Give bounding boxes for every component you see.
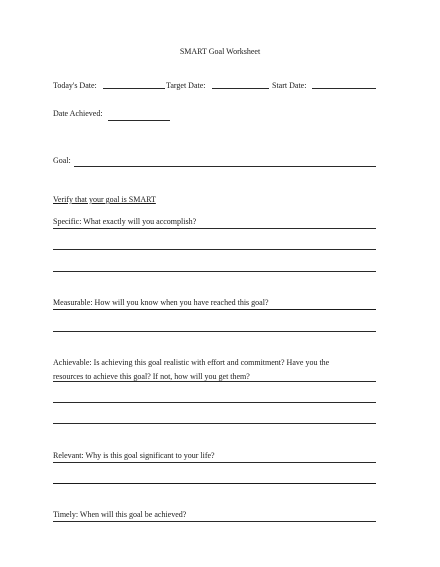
todays-date-label: Today's Date:: [53, 81, 97, 90]
date-achieved-field[interactable]: [108, 120, 170, 121]
specific-answer-line-1[interactable]: [53, 228, 376, 229]
achievable-prompt-line-1: Achievable: Is achieving this goal realistic with effort and commitment? Have you the: [53, 358, 330, 367]
goal-field[interactable]: [74, 166, 376, 167]
start-date-field[interactable]: [312, 88, 376, 89]
page-title: SMART Goal Worksheet: [179, 47, 261, 56]
measurable-prompt: Measurable: How will you know when you have reached this goal?: [53, 298, 269, 307]
relevant-prompt: Relevant: Why is this goal significant to your life?: [53, 451, 215, 460]
measurable-answer-line-1[interactable]: [53, 309, 376, 310]
relevant-answer-line-2[interactable]: [53, 483, 376, 484]
relevant-answer-line-1[interactable]: [53, 462, 376, 463]
specific-answer-line-2[interactable]: [53, 249, 376, 250]
goal-label: Goal:: [53, 156, 71, 165]
verify-heading: Verify that your goal is SMART: [53, 195, 156, 204]
timely-answer-line-1[interactable]: [53, 521, 376, 522]
achievable-prompt-line-2: resources to achieve this goal? If not, how will you get them?: [53, 372, 250, 381]
date-achieved-label: Date Achieved:: [53, 109, 103, 118]
achievable-answer-line-1[interactable]: [53, 381, 376, 382]
timely-prompt: Timely: When will this goal be achieved?: [53, 510, 187, 519]
specific-prompt: Specific: What exactly will you accomplish?: [53, 217, 197, 226]
start-date-label: Start Date:: [272, 81, 307, 90]
achievable-answer-line-2[interactable]: [53, 402, 376, 403]
measurable-answer-line-2[interactable]: [53, 331, 376, 332]
achievable-answer-line-3[interactable]: [53, 423, 376, 424]
target-date-field[interactable]: [212, 88, 269, 89]
todays-date-field[interactable]: [103, 88, 165, 89]
target-date-label: Target Date:: [166, 81, 206, 90]
specific-answer-line-3[interactable]: [53, 271, 376, 272]
